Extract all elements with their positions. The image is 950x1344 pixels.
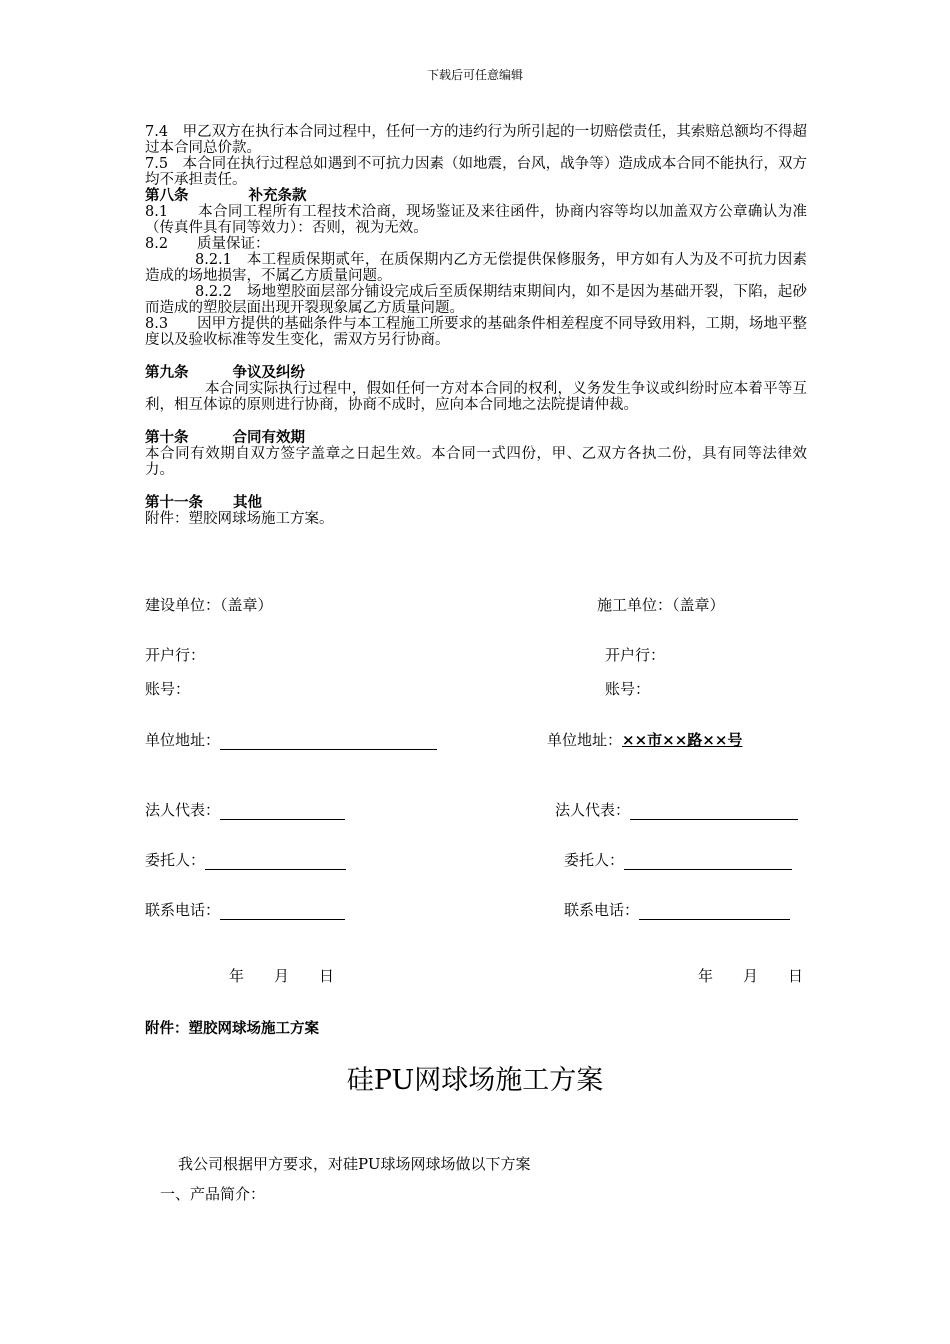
article-9-number: 第九条 [145,365,189,381]
left-unit-label: 建设单位：（盖章） [145,596,273,614]
left-address-line [220,735,437,750]
left-agent-row [145,849,346,870]
right-agent-label: 委托人： [564,851,625,869]
left-legal-rep-row [145,799,345,820]
left-date: 年 月 日 [229,967,335,985]
right-agent-line [624,855,792,870]
left-legal-rep-line [220,805,345,820]
article-8-number: 第八条 [145,188,189,204]
article-11-heading [145,495,807,511]
left-phone-row [145,899,345,920]
right-legal-rep-row [555,799,798,820]
left-bank-label: 开户行： [145,646,206,664]
clause-8-2-2: 8.2.2 场地塑胶面层部分铺设完成后至质保期结束期间内，如不是因为基础开裂，下陷，起砂而造成的塑胶层面出现开裂现象属乙方质量问题。 [145,284,807,316]
section-1-heading: 一、产品简介： [160,1185,266,1203]
attachment-label: 附件：塑胶网球场施工方案 [145,1021,319,1037]
clause-10: 本合同有效期自双方签字盖章之日起生效。本合同一式四份，甲、乙双方各执二份，具有同等法律效力。 [145,446,807,478]
left-agent-label: 委托人： [145,851,206,869]
right-address-row [547,729,742,750]
page-header-note: 下载后可任意编辑 [426,68,523,82]
article-11-title: 其他 [233,495,262,511]
article-8-heading [145,188,807,204]
article-8-title: 补充条款 [248,188,307,204]
contract-clauses [145,124,807,527]
right-agent-row [564,849,792,870]
article-10-heading [145,430,807,446]
left-address-label: 单位地址： [145,731,221,749]
article-10-title: 合同有效期 [232,430,305,446]
clause-8-1: 8.1 本合同工程所有工程技术洽商，现场鉴证及来往函件，协商内容等均以加盖双方公章确认为准（传真件具有同等效力）：否则，视为无效。 [145,204,807,236]
right-legal-rep-label: 法人代表： [555,801,631,819]
right-phone-row [564,899,790,920]
article-9-heading [145,365,807,381]
left-legal-rep-label: 法人代表： [145,801,221,819]
right-phone-line [639,905,790,920]
clause-7-4: 7.4 甲乙双方在执行本合同过程中，任何一方的违约行为所引起的一切赔偿责任，其索赔总额均不得超过本合同总价款。 [145,124,807,156]
left-phone-label: 联系电话： [145,901,221,919]
right-legal-rep-line [630,805,798,820]
left-address-row [145,729,437,750]
attachment-intro: 我公司根据甲方要求，对硅PU球场网球场做以下方案 [178,1155,531,1173]
right-account-label: 账号： [605,680,651,698]
clause-8-3: 8.3 因甲方提供的基础条件与本工程施工所要求的基础条件相差程度不同导致用料，工期，场地平整度以及验收标准等发生变化，需双方另行协商。 [145,316,807,348]
article-9-title: 争议及纠纷 [232,365,305,381]
clause-8-2-1: 8.2.1 本工程质保期贰年，在质保期内乙方无偿提供保修服务，甲方如有人为及不可抗力因素造成的场地损害，不属乙方质量问题。 [145,252,807,284]
right-phone-label: 联系电话： [564,901,640,919]
left-account-label: 账号： [145,680,191,698]
clause-8-2: 8.2 质量保证： [145,236,270,252]
right-address-label: 单位地址： [547,731,623,749]
clause-11: 附件：塑胶网球场施工方案。 [145,511,334,527]
right-unit-label: 施工单位：（盖章） [597,596,725,614]
article-10-number: 第十条 [145,430,189,446]
left-agent-line [205,855,346,870]
right-address-value: ××市××路××号 [622,731,743,749]
right-bank-label: 开户行： [605,646,666,664]
clause-9: 本合同实际执行过程中，假如任何一方对本合同的权利，义务发生争议或纠纷时应本着平等互利，相互体谅的原则进行协商，协商不成时，应向本合同地之法院提请仲裁。 [145,381,807,413]
attachment-title: 硅PU网球场施工方案 [346,1065,604,1096]
article-11-number: 第十一条 [145,495,203,511]
left-phone-line [220,905,345,920]
right-date: 年 月 日 [698,967,804,985]
clause-7-5: 7.5 本合同在执行过程总如遇到不可抗力因素（如地震，台风，战争等）造成成本合同不能执行，双方均不承担责任。 [145,156,807,188]
